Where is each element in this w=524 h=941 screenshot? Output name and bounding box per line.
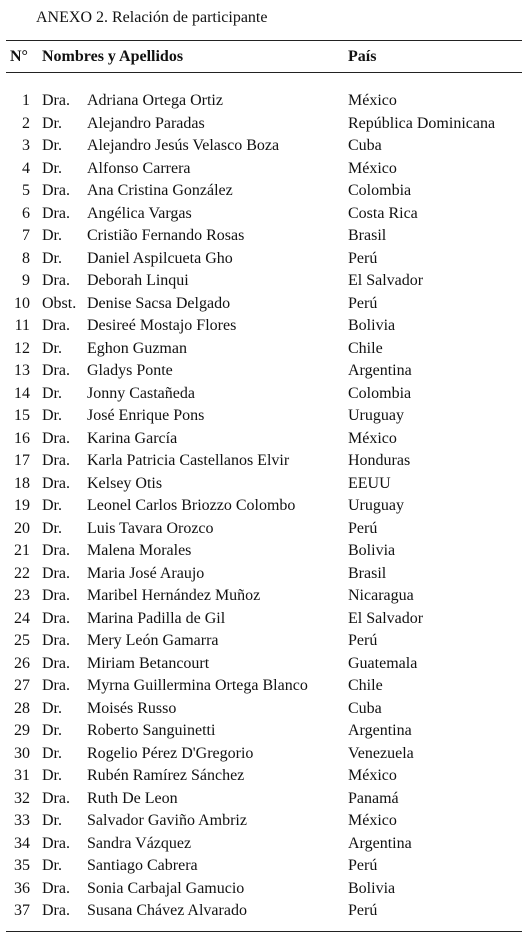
- row-number: 22: [14, 564, 30, 582]
- row-number: 29: [14, 722, 30, 739]
- row-name: Ana Cristina González: [87, 182, 233, 199]
- row-title: Dra.: [42, 789, 70, 807]
- row-number: 1: [22, 92, 30, 109]
- row-number: 32: [14, 789, 30, 807]
- row-title: Dr.: [42, 137, 62, 154]
- row-country: Colombia: [348, 384, 412, 402]
- table-row: [0, 203, 524, 226]
- row-number: 35: [14, 857, 30, 874]
- row-title: Dra.: [42, 452, 70, 469]
- row-country: El Salvador: [348, 609, 424, 627]
- row-title: Dr.: [42, 857, 62, 874]
- row-number: 31: [14, 767, 30, 784]
- row-number: 7: [22, 227, 30, 244]
- row-name: Susana Chávez Alvarado: [87, 902, 247, 919]
- row-title: Dra.: [42, 677, 70, 694]
- row-title: Dra.: [42, 609, 70, 627]
- row-number: 18: [14, 474, 30, 492]
- row-country: Perú: [348, 519, 378, 537]
- row-country: Cuba: [348, 137, 382, 154]
- row-title: Dra.: [42, 317, 70, 334]
- table-row: [0, 855, 524, 878]
- row-name: Adriana Ortega Ortiz: [87, 92, 223, 109]
- row-name: Maria José Araujo: [87, 564, 205, 582]
- row-title: Dra.: [42, 429, 70, 447]
- row-name: Rubén Ramírez Sánchez: [87, 767, 245, 784]
- table-row: [0, 405, 524, 428]
- header-number: N°: [10, 48, 28, 65]
- row-country: Bolivia: [348, 542, 396, 559]
- table-row: [0, 180, 524, 203]
- table-row: [0, 833, 524, 856]
- row-title: Dr.: [42, 744, 62, 762]
- row-name: Sandra Vázquez: [87, 834, 192, 852]
- table-row: [0, 630, 524, 653]
- row-country: Colombia: [348, 182, 412, 199]
- row-number: 26: [14, 654, 30, 672]
- row-name: Alejandro Paradas: [87, 114, 205, 132]
- row-title: Dra.: [42, 879, 70, 897]
- row-country: Bolivia: [348, 879, 396, 897]
- row-title: Dr.: [42, 384, 62, 402]
- row-number: 25: [14, 632, 30, 649]
- row-name: Eghon Guzman: [87, 339, 187, 357]
- row-title: Dr.: [42, 767, 62, 784]
- table-row: [0, 473, 524, 496]
- table-row: [0, 810, 524, 833]
- row-title: Dr.: [42, 519, 62, 537]
- row-name: Jonny Castañeda: [87, 384, 195, 402]
- row-number: 19: [14, 497, 30, 514]
- row-name: Karina García: [87, 429, 178, 447]
- row-title: Dra.: [42, 632, 70, 649]
- top-rule: [6, 40, 522, 41]
- row-country: El Salvador: [348, 272, 424, 289]
- row-title: Dra.: [42, 654, 70, 672]
- row-title: Dra.: [42, 92, 70, 109]
- row-country: Costa Rica: [348, 204, 418, 222]
- row-number: 11: [14, 317, 30, 334]
- row-number: 37: [14, 902, 30, 919]
- row-number: 2: [22, 114, 30, 132]
- row-name: Denise Sacsa Delgado: [87, 294, 231, 312]
- row-name: Malena Morales: [87, 542, 192, 559]
- row-number: 21: [14, 542, 30, 559]
- row-name: Ruth De Leon: [87, 789, 178, 807]
- row-country: Chile: [348, 677, 383, 694]
- row-title: Dr.: [42, 159, 62, 177]
- table-row: [0, 720, 524, 743]
- row-country: Guatemala: [348, 654, 418, 672]
- row-number: 5: [22, 182, 30, 199]
- row-number: 13: [14, 362, 30, 379]
- row-name: Leonel Carlos Briozzo Colombo: [87, 497, 296, 514]
- row-country: Panamá: [348, 789, 399, 807]
- row-name: Alfonso Carrera: [87, 159, 191, 177]
- row-number: 10: [14, 294, 30, 312]
- table-row: [0, 113, 524, 136]
- table-row: [0, 675, 524, 698]
- row-country: Cuba: [348, 699, 382, 717]
- table-row: [0, 495, 524, 518]
- row-country: República Dominicana: [348, 114, 496, 132]
- row-title: Dra.: [42, 564, 70, 582]
- table-row: [0, 585, 524, 608]
- row-number: 27: [14, 677, 30, 694]
- row-country: Venezuela: [348, 744, 414, 762]
- table-row: [0, 270, 524, 293]
- row-title: Dr.: [42, 722, 62, 739]
- table-row: [0, 450, 524, 473]
- table-row: [0, 248, 524, 271]
- row-number: 24: [14, 609, 30, 627]
- row-number: 33: [14, 812, 30, 829]
- row-name: José Enrique Pons: [87, 407, 205, 424]
- row-country: Nicaragua: [348, 587, 414, 604]
- row-title: Dra.: [42, 272, 70, 289]
- row-number: 3: [22, 137, 30, 154]
- row-name: Daniel Aspilcueta Gho: [87, 249, 233, 267]
- row-title: Dra.: [42, 587, 70, 604]
- row-country: Perú: [348, 902, 378, 919]
- header-country: País: [348, 48, 377, 65]
- row-country: México: [348, 767, 397, 784]
- row-name: Desireé Mostajo Flores: [87, 317, 237, 334]
- row-name: Kelsey Otis: [87, 474, 163, 492]
- row-title: Dr.: [42, 407, 62, 424]
- row-title: Dr.: [42, 699, 62, 717]
- table-row: [0, 518, 524, 541]
- row-number: 8: [22, 249, 30, 267]
- table-row: [0, 135, 524, 158]
- row-country: México: [348, 92, 397, 109]
- row-number: 34: [14, 834, 30, 852]
- row-name: Alejandro Jesús Velasco Boza: [87, 137, 280, 154]
- table-row: [0, 293, 524, 316]
- row-title: Dra.: [42, 362, 70, 379]
- row-name: Santiago Cabrera: [87, 857, 198, 874]
- table-row: [0, 428, 524, 451]
- row-country: México: [348, 159, 397, 177]
- row-title: Dr.: [42, 497, 62, 514]
- row-country: Bolivia: [348, 317, 396, 334]
- row-number: 20: [14, 519, 30, 537]
- table-row: [0, 315, 524, 338]
- table-row: [0, 608, 524, 631]
- table-row: [0, 653, 524, 676]
- row-country: Argentina: [348, 834, 412, 852]
- bottom-rule: [6, 931, 522, 932]
- row-name: Salvador Gaviño Ambriz: [87, 812, 247, 829]
- row-number: 15: [14, 407, 30, 424]
- row-title: Dr.: [42, 339, 62, 357]
- row-name: Mery León Gamarra: [87, 632, 219, 649]
- table-row: [0, 360, 524, 383]
- row-title: Dra.: [42, 474, 70, 492]
- table-row: [0, 383, 524, 406]
- row-name: Roberto Sanguinetti: [87, 722, 216, 739]
- table-row: [0, 158, 524, 181]
- row-name: Moisés Russo: [87, 699, 177, 717]
- row-name: Deborah Linqui: [87, 272, 189, 289]
- row-title: Dr.: [42, 812, 62, 829]
- row-country: México: [348, 429, 397, 447]
- table-row: [0, 563, 524, 586]
- row-name: Karla Patricia Castellanos Elvir: [87, 452, 290, 469]
- row-number: 6: [22, 204, 30, 222]
- row-country: Honduras: [348, 452, 411, 469]
- row-name: Luis Tavara Orozco: [87, 519, 214, 537]
- table-caption: ANEXO 2. Relación de participante: [36, 9, 268, 26]
- row-country: México: [348, 812, 397, 829]
- row-title: Dra.: [42, 834, 70, 852]
- row-country: Chile: [348, 339, 383, 357]
- participant-list: [0, 90, 524, 923]
- row-title: Dr.: [42, 249, 62, 267]
- table-row: [0, 878, 524, 901]
- row-title: Obst.: [42, 294, 77, 312]
- row-number: 28: [14, 699, 30, 717]
- row-country: EEUU: [348, 474, 391, 492]
- row-number: 23: [14, 587, 30, 604]
- row-country: Brasil: [348, 564, 387, 582]
- row-country: Perú: [348, 294, 378, 312]
- row-title: Dr.: [42, 227, 62, 244]
- row-name: Myrna Guillermina Ortega Blanco: [87, 677, 308, 694]
- row-name: Cristião Fernando Rosas: [87, 227, 245, 244]
- row-country: Perú: [348, 857, 378, 874]
- row-number: 14: [14, 384, 30, 402]
- table-row: [0, 338, 524, 361]
- table-row: [0, 698, 524, 721]
- row-title: Dra.: [42, 902, 70, 919]
- table-row: [0, 765, 524, 788]
- table-row: [0, 788, 524, 811]
- table-row: [0, 225, 524, 248]
- row-title: Dra.: [42, 542, 70, 559]
- row-number: 30: [14, 744, 30, 762]
- row-country: Argentina: [348, 722, 412, 739]
- row-number: 12: [14, 339, 30, 357]
- row-country: Argentina: [348, 362, 412, 379]
- table-header: [0, 46, 524, 68]
- table-row: [0, 900, 524, 923]
- row-country: Perú: [348, 632, 378, 649]
- row-name: Gladys Ponte: [87, 362, 173, 379]
- row-number: 4: [22, 159, 30, 177]
- header-rule: [6, 72, 522, 73]
- row-name: Marina Padilla de Gil: [87, 609, 226, 627]
- row-name: Sonia Carbajal Gamucio: [87, 879, 245, 897]
- row-title: Dra.: [42, 182, 70, 199]
- row-title: Dr.: [42, 114, 62, 132]
- table-row: [0, 90, 524, 113]
- row-name: Rogelio Pérez D'Gregorio: [87, 744, 254, 762]
- row-number: 17: [14, 452, 30, 469]
- row-name: Miriam Betancourt: [87, 654, 210, 672]
- header-names: Nombres y Apellidos: [42, 48, 184, 65]
- row-name: Angélica Vargas: [87, 204, 192, 222]
- row-number: 36: [14, 879, 30, 897]
- row-name: Maribel Hernández Muñoz: [87, 587, 261, 604]
- table-row: [0, 743, 524, 766]
- row-title: Dra.: [42, 204, 70, 222]
- row-country: Brasil: [348, 227, 387, 244]
- table-row: [0, 540, 524, 563]
- row-country: Uruguay: [348, 497, 404, 514]
- row-country: Perú: [348, 249, 378, 267]
- row-number: 9: [22, 272, 30, 289]
- row-number: 16: [14, 429, 30, 447]
- row-country: Uruguay: [348, 407, 404, 424]
